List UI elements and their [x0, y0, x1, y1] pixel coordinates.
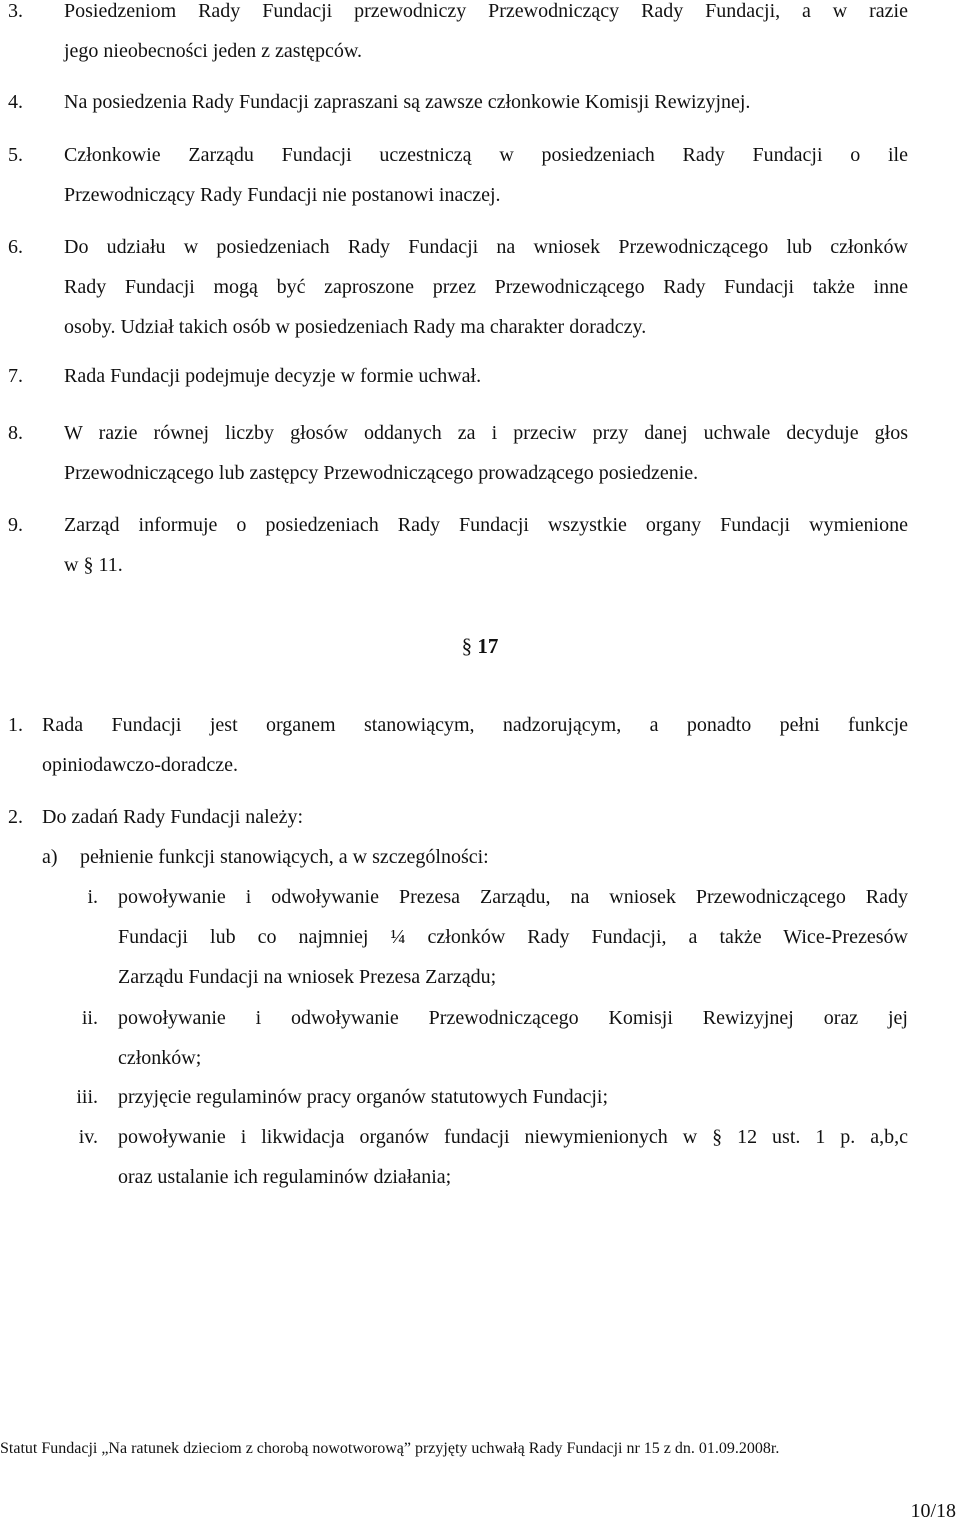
list-item-text: powoływanie i odwoływanie Prezesa Zarządu, na wniosek Przewodniczącego Rady: [118, 886, 908, 908]
roman-number: ii.: [81, 1007, 98, 1029]
list-item-text: W razie równej liczby głosów oddanych za i przeciw przy danej uchwale decyduje głos: [64, 422, 908, 444]
section-heading: [0, 626, 960, 666]
list-number: 1.: [8, 714, 23, 736]
list-item-text: oraz ustalanie ich regulaminów działania;: [118, 1166, 452, 1188]
list-item-text: Przewodniczącego lub zastępcy Przewodniczącego prowadzącego posiedzenie.: [64, 462, 699, 484]
list-item-5: [8, 135, 908, 215]
list-item-text: członków;: [118, 1047, 202, 1069]
list-item-text: Zarządu Fundacji na wniosek Prezesa Zarządu;: [118, 966, 497, 988]
list-item-text: osoby. Udział takich osób w posiedzeniach Rady ma charakter doradczy.: [64, 316, 647, 338]
section-item-2: [8, 797, 908, 837]
list-number: 4.: [8, 91, 23, 113]
list-item-text: powoływanie i odwoływanie Przewodniczącego Komisji Rewizyjnej oraz jej: [118, 1007, 908, 1029]
sub-item-a: [42, 837, 908, 877]
list-item-text: powoływanie i likwidacja organów fundacji niewymienionych w § 12 ust. 1 p. a,b,c: [118, 1126, 908, 1148]
roman-item-iii: [62, 1077, 908, 1117]
list-number: 9.: [8, 514, 23, 536]
list-item-text: przyjęcie regulaminów pracy organów statutowych Fundacji;: [118, 1086, 609, 1108]
list-item-text: Członkowie Zarządu Fundacji uczestniczą w posiedzeniach Rady Fundacji o ile: [64, 144, 908, 166]
list-item-text: pełnienie funkcji stanowiących, a w szczególności:: [80, 846, 489, 868]
list-item-text: Do zadań Rady Fundacji należy:: [42, 806, 304, 828]
section-item-1: [8, 705, 908, 785]
list-letter: a): [42, 846, 58, 868]
roman-item-i: [62, 877, 908, 997]
list-item-8: [8, 413, 908, 493]
roman-item-iv: [62, 1117, 908, 1197]
list-number: 3.: [8, 0, 23, 22]
list-number: 5.: [8, 144, 23, 166]
list-number: 7.: [8, 365, 23, 387]
list-item-text: Na posiedzenia Rady Fundacji zapraszani są zawsze członkowie Komisji Rewizyjnej.: [64, 91, 751, 113]
roman-number: iii.: [76, 1086, 98, 1108]
paragraph-sign: §: [461, 634, 473, 658]
list-number: 8.: [8, 422, 23, 444]
roman-number: iv.: [78, 1126, 98, 1148]
list-item-text: Rady Fundacji mogą być zaproszone przez Przewodniczącego Rady Fundacji także inne: [64, 276, 908, 298]
roman-item-ii: [62, 998, 908, 1078]
list-item-text: Posiedzeniom Rady Fundacji przewodniczy Przewodniczący Rady Fundacji, a w razie: [64, 0, 908, 22]
list-item-text: opiniodawczo-doradcze.: [42, 754, 239, 776]
list-item-7: [8, 356, 908, 396]
list-item-text: Zarząd informuje o posiedzeniach Rady Fundacji wszystkie organy Fundacji wymienione: [64, 514, 908, 536]
section-number: 17: [477, 634, 499, 658]
list-number: 2.: [8, 806, 23, 828]
list-number: 6.: [8, 236, 23, 258]
list-item-9: [8, 505, 908, 585]
list-item-6: [8, 227, 908, 347]
page-number: 10/18: [910, 1500, 956, 1522]
list-item-text: Rada Fundacji podejmuje decyzje w formie uchwał.: [64, 365, 482, 387]
roman-number: i.: [87, 886, 98, 908]
page-footer: Statut Fundacji „Na ratunek dzieciom z chorobą nowotworową” przyjęty uchwałą Rady Fundacji nr 15 z dn. 01.09.2008r.: [0, 1440, 780, 1457]
list-item-text: Rada Fundacji jest organem stanowiącym, nadzorującym, a ponadto pełni funkcje: [42, 714, 908, 736]
list-item-text: Fundacji lub co najmniej ¼ członków Rady Fundacji, a także Wice-Prezesów: [118, 926, 908, 948]
list-item-3: [8, 0, 908, 71]
list-item-text: jego nieobecności jeden z zastępców.: [64, 40, 363, 62]
list-item-text: Do udziału w posiedzeniach Rady Fundacji na wniosek Przewodniczącego lub członków: [64, 236, 908, 258]
list-item-text: Przewodniczący Rady Fundacji nie postanowi inaczej.: [64, 184, 501, 206]
list-item-4: [8, 82, 908, 122]
list-item-text: w § 11.: [64, 554, 123, 576]
